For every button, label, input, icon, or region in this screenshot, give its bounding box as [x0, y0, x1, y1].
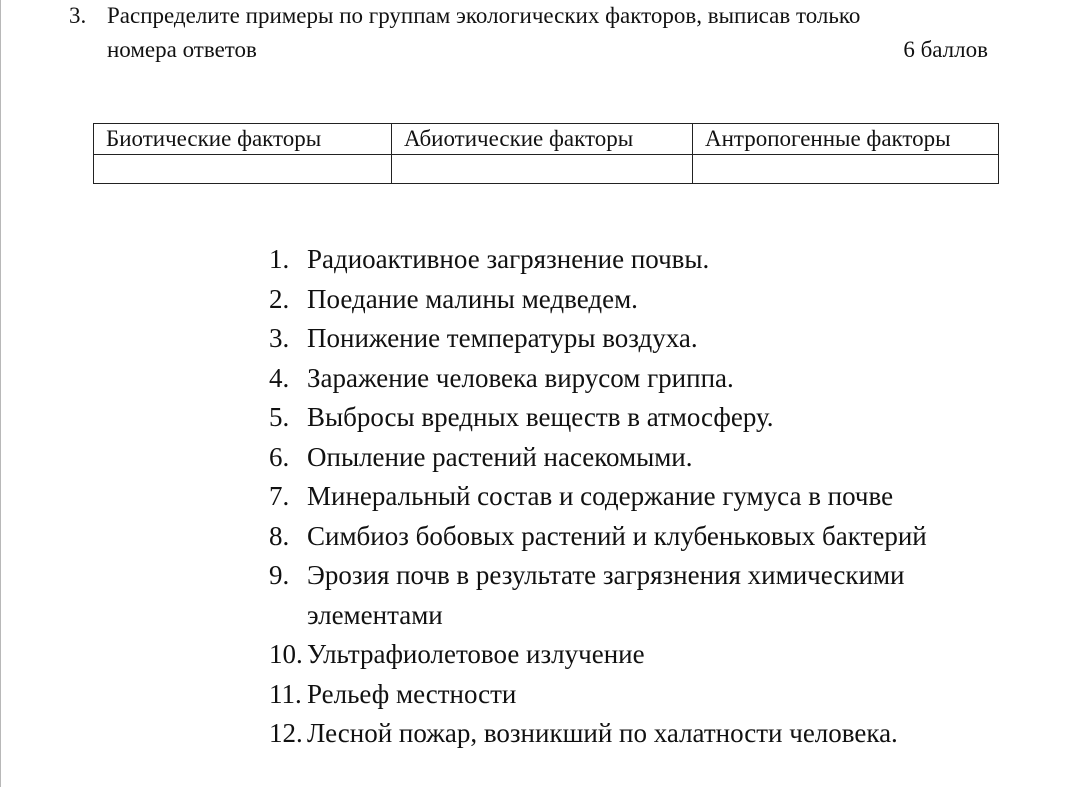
- list-item-text: Эрозия почв в результате загрязнения химическими: [307, 560, 905, 590]
- task-instruction-line-1: Распределите примеры по группам экологических факторов, выписав только: [107, 3, 861, 28]
- list-item-text: Ультрафиолетовое излучение: [307, 639, 645, 669]
- task-instruction-line-2: номера ответов: [107, 37, 257, 62]
- list-item-text: Симбиоз бобовых растений и клубеньковых бактерий: [307, 520, 927, 551]
- list-item-number: 10.: [269, 639, 303, 669]
- list-item-text: элементами: [307, 599, 443, 630]
- list-item: [269, 280, 927, 320]
- list-item-text: Опыление растений насекомыми.: [307, 441, 693, 472]
- list-item: [269, 398, 927, 438]
- list-item-number: 3.: [269, 323, 290, 353]
- answer-cell-anthropogenic[interactable]: [693, 155, 999, 184]
- list-item-number: 4.: [269, 362, 290, 393]
- table-answer-row: [94, 155, 999, 184]
- list-item-text: Выбросы вредных веществ в атмосферу.: [307, 402, 774, 432]
- list-item: [269, 359, 927, 399]
- list-item-text: Заражение человека вирусом гриппа.: [307, 362, 734, 393]
- list-item-number: 11.: [269, 678, 302, 709]
- list-item-number: 7.: [269, 481, 290, 511]
- list-item: [269, 675, 927, 715]
- header-anthropogenic: Антропогенные факторы: [693, 124, 999, 155]
- answer-cell-abiotic[interactable]: [392, 155, 693, 184]
- table-header-row: [94, 124, 999, 155]
- task-number: 3.: [69, 3, 87, 28]
- list-item-text: Поедание малины медведем.: [307, 283, 638, 314]
- list-item: [269, 714, 927, 754]
- list-item: [269, 517, 927, 557]
- list-item-text: Рельеф местности: [307, 678, 517, 709]
- list-item-number: 12.: [269, 718, 303, 748]
- list-item-number: 1.: [269, 244, 290, 274]
- list-item-number: 6.: [269, 441, 290, 472]
- factors-table: [93, 123, 999, 184]
- list-item-text: Понижение температуры воздуха.: [307, 323, 698, 353]
- examples-list: [269, 240, 927, 754]
- header-abiotic: Абиотические факторы: [392, 124, 693, 155]
- answer-cell-biotic[interactable]: [94, 155, 392, 184]
- list-item-text: Лесной пожар, возникший по халатности человека.: [307, 718, 898, 748]
- list-item: [269, 438, 927, 478]
- list-item-text: Минеральный состав и содержание гумуса в почве: [307, 481, 894, 511]
- task-points: 6 баллов: [903, 37, 988, 62]
- list-item: [269, 635, 927, 675]
- list-item-number: 8.: [269, 520, 290, 551]
- list-item: [269, 240, 927, 280]
- list-item: [269, 477, 927, 517]
- list-item-text: Радиоактивное загрязнение почвы.: [307, 244, 710, 274]
- list-item-number: 9.: [269, 560, 290, 590]
- list-item: [269, 556, 927, 635]
- list-item-number: 5.: [269, 402, 290, 432]
- list-item-number: 2.: [269, 283, 290, 314]
- list-item: [269, 319, 927, 359]
- header-biotic: Биотические факторы: [94, 124, 392, 155]
